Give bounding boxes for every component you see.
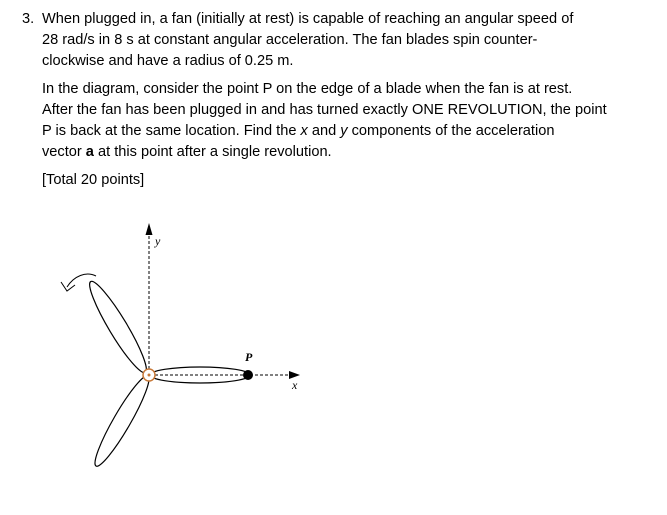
x-var: x (300, 123, 308, 139)
and-text: and (307, 123, 341, 139)
line-3-text: P is back at the same location. Find the (42, 123, 301, 139)
fan-blade-lower-left (89, 372, 156, 471)
point-p-label: P (245, 350, 253, 364)
y-var: y (340, 123, 348, 139)
y-axis-label: y (155, 234, 161, 248)
total-points: [Total 20 points] (42, 172, 145, 188)
rotation-arrowhead-icon (61, 282, 75, 291)
vector-a: a (85, 144, 94, 160)
line-3-end: components of the acceleration (347, 123, 555, 139)
paragraph-1-line-3: clockwise and have a radius of 0.25 m. (42, 53, 294, 69)
paragraph-1-line-1: When plugged in, a fan (initially at rest) is capable of reaching an angular speed of (42, 11, 574, 27)
point-p-marker (243, 370, 253, 380)
line-4-start: vector (42, 144, 86, 160)
fan-blade-upper-left (83, 277, 153, 377)
line-4-end: at this point after a single revolution. (93, 144, 332, 160)
paragraph-1-line-2: 28 rad/s in 8 s at constant angular acceleration. The fan blades spin counter- (42, 32, 538, 48)
y-axis-arrowhead (146, 223, 153, 235)
paragraph-2-line-2: After the fan has been plugged in and has turned exactly ONE REVOLUTION, the point (42, 102, 607, 118)
paragraph-2-line-1: In the diagram, consider the point P on the edge of a blade when the fan is at rest. (42, 81, 573, 97)
problem-number: 3. (22, 11, 35, 27)
fan-hub-center (148, 374, 151, 377)
x-axis-label: x (292, 378, 298, 392)
